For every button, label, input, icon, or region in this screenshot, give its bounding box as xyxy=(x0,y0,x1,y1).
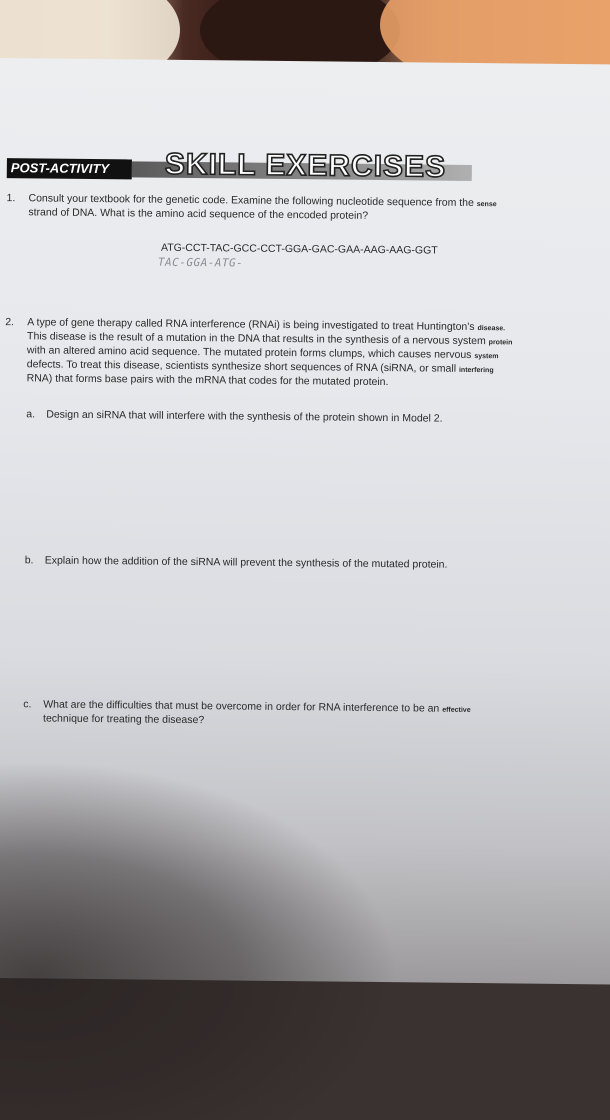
question-2 xyxy=(5,316,610,391)
question-line: defects. To treat this disease, scientists synthesize short sequences of RNA (siRNA, or small interfering xyxy=(26,358,494,375)
subquestion-c: c. What are the difficulties that must be overcome in order for RNA interference to be an effective technique for treating the disease? xyxy=(23,698,471,727)
nucleotide-sequence: ATG-CCT-TAC-GCC-CCT-GGA-GAC-GAA-AAG-AAG-GGT xyxy=(160,241,438,257)
subquestion-letter: c. xyxy=(23,698,32,711)
question-line: Consult your textbook for the genetic code. Examine the following nucleotide sequence from the sense xyxy=(28,192,497,209)
question-line: A type of gene therapy called RNA interference (RNAi) is being investigated to treat Huntington's disease. xyxy=(27,316,506,333)
subquestion-letter: a. xyxy=(26,408,36,421)
page-shadow xyxy=(0,760,400,1120)
question-line: strand of DNA. What is the amino acid sequence of the encoded protein? xyxy=(28,206,369,222)
section-header xyxy=(7,148,477,189)
question-number: 1. xyxy=(6,192,16,205)
subquestion-letter: b. xyxy=(24,554,34,567)
subquestion-b: b. Explain how the addition of the siRNA will prevent the synthesis of the mutated protein. xyxy=(24,554,448,571)
question-line: RNA) that forms base pairs with the mRNA that codes for the mutated protein. xyxy=(26,372,389,389)
question-line: This disease is the result of a mutation in the DNA that results in the synthesis of a nervous system protein xyxy=(27,330,513,348)
skill-exercises-title: SKILL EXERCISES xyxy=(164,147,447,184)
question-number: 2. xyxy=(5,316,15,329)
subquestion-a: a. Design an siRNA that will interfere with the synthesis of the protein shown in Model 2. xyxy=(26,408,443,425)
post-activity-label: POST-ACTIVITY xyxy=(7,158,132,179)
question-1 xyxy=(6,192,608,225)
question-line: with an altered amino acid sequence. The mutated protein forms clumps, which causes nervous system xyxy=(26,344,499,361)
handwritten-answer: TAC-GGA-ATG- xyxy=(157,255,244,270)
